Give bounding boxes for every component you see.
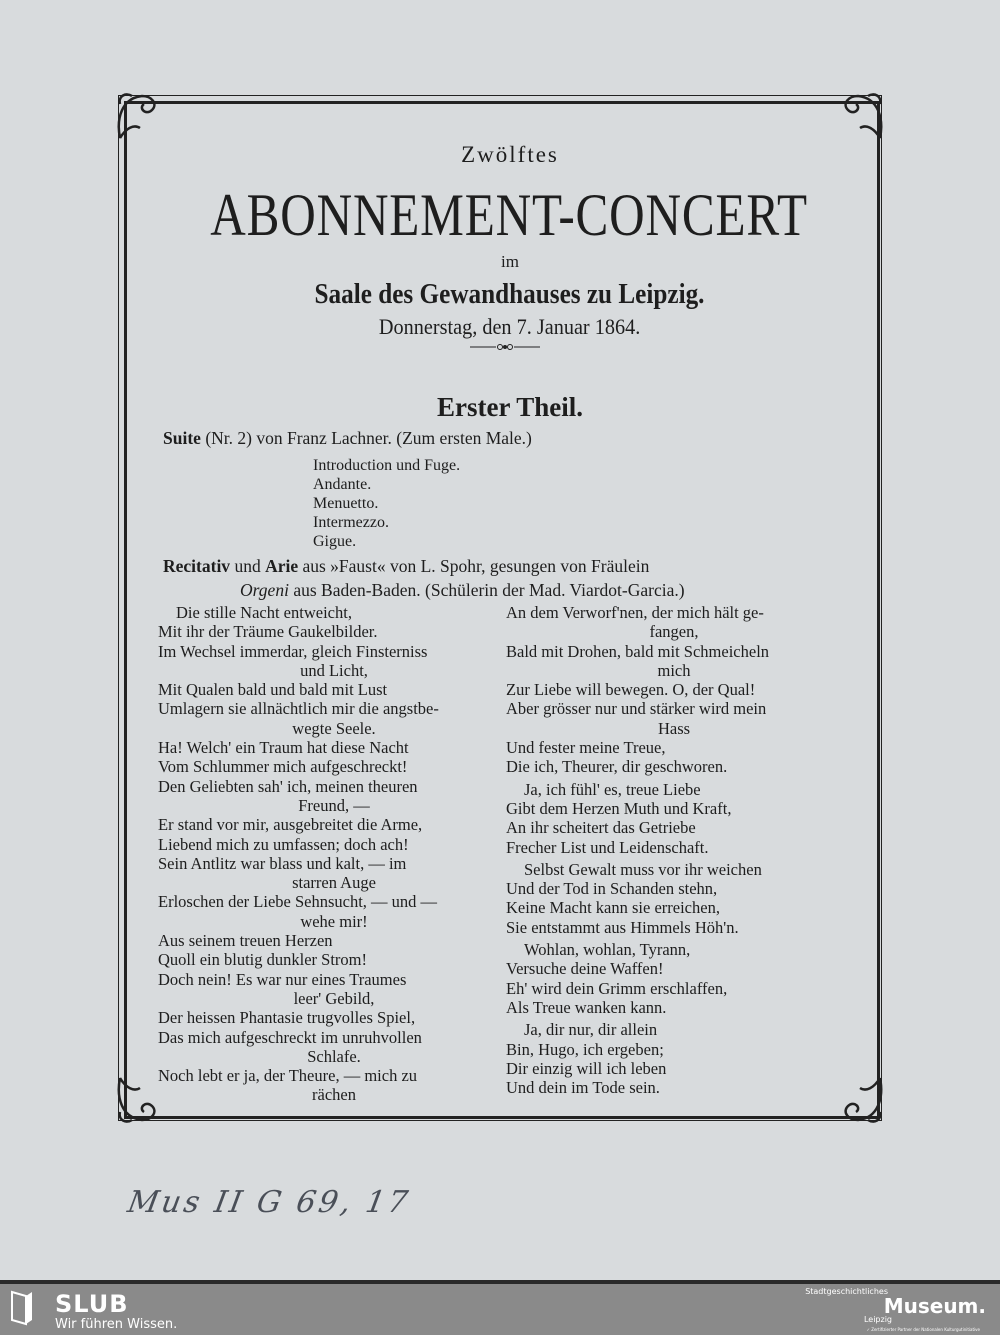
lyric-line: Vom Schlummer mich aufgeschreckt! [158, 757, 408, 777]
corner-ornament-top-left [112, 88, 172, 148]
lyric-line: Bin, Hugo, ich ergeben; [506, 1039, 664, 1059]
lyric-line: Zur Liebe will bewegen. O, der Qual! [506, 680, 756, 700]
lyric-line: An ihr scheitert das Getriebe [506, 818, 696, 838]
lyric-line: Ja, dir nur, dir allein [524, 1020, 658, 1040]
lyric-line: Aus seinem treuen Herzen [158, 931, 333, 951]
lyric-line: Doch nein! Es war nur eines Traumes [158, 969, 407, 989]
lyric-line: starren Auge [292, 873, 376, 893]
part-title: Erster Theil. [437, 392, 583, 422]
lyric-line: Die ich, Theurer, dir geschworen. [506, 757, 728, 777]
lyric-line: Selbst Gewalt muss vor ihr weichen [524, 859, 762, 879]
recitativ-line-2 [240, 580, 685, 601]
lyric-line: Aber grösser nur und stärker wird mein [506, 699, 767, 719]
lyric-line: Versuche deine Waffen! [506, 959, 664, 979]
lyric-line: Den Geliebten sah' ich, meinen theuren [158, 776, 418, 796]
lyric-line: leer' Gebild, [293, 988, 375, 1008]
lyric-line: Freund, — [298, 795, 370, 815]
lyrics-left-column [158, 603, 510, 1105]
lyric-line: fangen, [649, 622, 699, 642]
museum-logo[interactable]: Museum. [883, 1294, 986, 1318]
lyric-line: mich [657, 660, 691, 680]
lyric-line: Ja, ich fühl' es, treue Liebe [524, 779, 701, 799]
text: aus Baden-Baden. (Schülerin der Mad. Viardot-Garcia.) [288, 580, 685, 600]
arie-label: Arie [265, 556, 299, 576]
text: und [230, 556, 266, 576]
lyric-line: Liebend mich zu umfassen; doch ach! [158, 834, 409, 854]
lyric-line: Als Treue wanken kann. [506, 997, 667, 1017]
movement: Gigue. [313, 533, 357, 550]
handwritten-shelfmark: Mus II G 69, 17 [124, 1185, 414, 1220]
footer-bar [0, 1280, 1000, 1335]
text: aus »Faust« von L. Spohr, gesungen von Fräulein [298, 556, 650, 576]
lyric-line: Noch lebt er ja, der Theure, — mich zu [158, 1066, 418, 1086]
lyric-line: Umlagern sie allnächtlich mir die angstbe- [158, 699, 439, 719]
lyric-line: Dir einzig will ich leben [506, 1058, 667, 1078]
lyric-line: Und der Tod in Schanden stehn, [506, 879, 718, 899]
concert-date: Donnerstag, den 7. Januar 1864. [378, 314, 641, 339]
lyric-line: Keine Macht kann sie erreichen, [506, 898, 720, 918]
lyric-line: Im Wechsel immerdar, gleich Finsterniss [158, 641, 428, 661]
movement: Menuetto. [313, 495, 379, 512]
lyric-line: Und fester meine Treue, [506, 738, 666, 758]
lyric-line: Das mich aufgeschreckt im unruhvollen [158, 1027, 422, 1047]
lyric-line: Hass [657, 718, 691, 738]
lyric-line: Die stille Nacht entweicht, [176, 603, 352, 622]
slub-book-icon [10, 1290, 36, 1326]
corner-ornament-top-right [828, 88, 888, 148]
lyric-line: Quoll ein blutig dunkler Strom! [158, 950, 367, 970]
heading-main: ABONNEMENT-CONCERT [210, 182, 808, 248]
lyric-line: wegte Seele. [292, 718, 376, 738]
slub-tagline: Wir führen Wissen. [55, 1317, 178, 1332]
lyric-line: rächen [312, 1085, 356, 1105]
heading-im: im [501, 252, 519, 271]
divider-ornament [470, 340, 540, 354]
lyrics-right-column [506, 603, 842, 1097]
lyric-line: und Licht, [300, 660, 368, 680]
lyric-line: Erloschen der Liebe Sehnsucht, — und — [158, 892, 438, 912]
recitativ-label: Recitativ [163, 556, 231, 576]
recitativ-line [163, 556, 649, 577]
suite-label: Suite [163, 428, 201, 448]
lyric-line: Mit ihr der Träume Gaukelbilder. [158, 622, 378, 642]
lyric-line: Und dein im Tode sein. [506, 1078, 660, 1098]
venue: Saale des Gewandhauses zu Leipzig. [314, 279, 705, 310]
lyric-line: Sein Antlitz war blass und kalt, — im [158, 853, 407, 873]
lyric-line: Ha! Welch' ein Traum hat diese Nacht [158, 738, 409, 758]
lyric-line: Wohlan, wohlan, Tyrann, [524, 940, 691, 960]
lyric-line: Sie entstammt aus Himmels Höh'n. [506, 917, 739, 937]
lyric-line: An dem Verworf'nen, der mich hält ge- [506, 603, 764, 622]
lyric-line: Eh' wird dein Grimm erschlaffen, [506, 978, 728, 998]
movement: Introduction und Fuge. [313, 457, 461, 474]
lyric-line: Schlafe. [307, 1046, 361, 1066]
movement: Andante. [313, 476, 372, 493]
slub-logo[interactable]: SLUB [55, 1290, 129, 1318]
lyric-line: wehe mir! [300, 911, 368, 931]
museum-city: Leipzig [863, 1315, 892, 1324]
museum-line1: Stadtgeschichtliches [805, 1287, 888, 1296]
lyric-line: Er stand vor mir, ausgebreitet die Arme, [158, 815, 423, 835]
lyric-line: Bald mit Drohen, bald mit Schmeicheln [506, 641, 770, 661]
museum-partner: ✓ Zertifizierter Partner der Nationalen Kulturgutinitiative [866, 1327, 980, 1332]
suite-details: (Nr. 2) von Franz Lachner. (Zum ersten Male.) [200, 428, 532, 448]
singer-name: Orgeni [240, 580, 289, 600]
suite-line [163, 428, 532, 449]
movement: Intermezzo. [313, 514, 389, 531]
lyric-line: Der heissen Phantasie trugvolles Spiel, [158, 1008, 416, 1028]
lyric-line: Frecher List und Leidenschaft. [506, 837, 709, 857]
lyric-line: Mit Qualen bald und bald mit Lust [158, 680, 388, 700]
heading-small: Zwölftes [461, 142, 559, 167]
lyric-line: Gibt dem Herzen Muth und Kraft, [506, 798, 732, 818]
